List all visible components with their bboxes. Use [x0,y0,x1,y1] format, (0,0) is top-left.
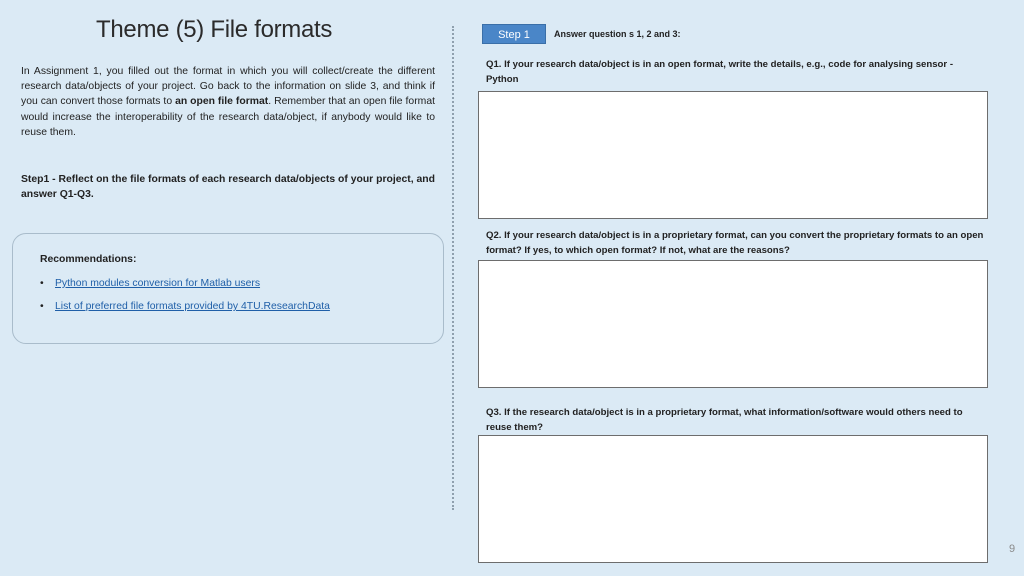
question-2-text: Q2. If your research data/object is in a proprietary format, can you convert the proprietary formats to an open format? If yes, to which open format? If not, what are the reasons? [486,230,984,256]
question-1-label [486,58,986,87]
vertical-divider [452,26,454,510]
intro-text-part1: In Assignment 1, you filled out the format in which you will collect/create the different research data/objects of your project. Go back to the information on slide 3, and think if you can convert those formats to [21,66,435,108]
step-1-button[interactable]: Step 1 [482,24,546,44]
intro-text-part2: . Remember that an open file format would increase the interoperability of the research data/object, if anybody would like to reuse them. [21,96,435,138]
intro-bold-text: an open file format [175,96,269,108]
list-item [40,301,330,324]
step-instruction-label: Answer question s 1, 2 and 3: [554,29,681,39]
intro-paragraph [21,64,435,140]
link-python-modules-conversion[interactable]: Python modules conversion for Matlab users [55,278,261,289]
question-1-text: Q1. If your research data/object is in an open format, write the details, e.g., code for analysing sensor - Python [486,59,954,85]
page-title: Theme (5) File formats [96,16,333,43]
link-preferred-file-formats[interactable]: List of preferred file formats provided by 4TU.ResearchData [55,301,330,312]
recommendations-box [12,233,444,344]
page-number: 9 [1009,543,1016,555]
step1-instruction: Step1 - Reflect on the file formats of each research data/objects of your project, and answer Q1-Q3. [21,174,435,200]
recommendations-title: Recommendations: [40,254,137,265]
list-item [40,278,330,301]
question-2-answer-box[interactable] [478,260,988,388]
question-3-answer-box[interactable] [478,435,988,563]
bullet-icon: • [40,301,44,312]
question-3-text: Q3. If the research data/object is in a proprietary format, what information/software would others need to reuse them? [486,407,963,433]
bullet-icon: • [40,278,44,289]
recommendations-list [40,278,330,324]
question-1-answer-box[interactable] [478,91,988,219]
question-2-label [486,229,986,258]
question-3-label [486,406,986,435]
